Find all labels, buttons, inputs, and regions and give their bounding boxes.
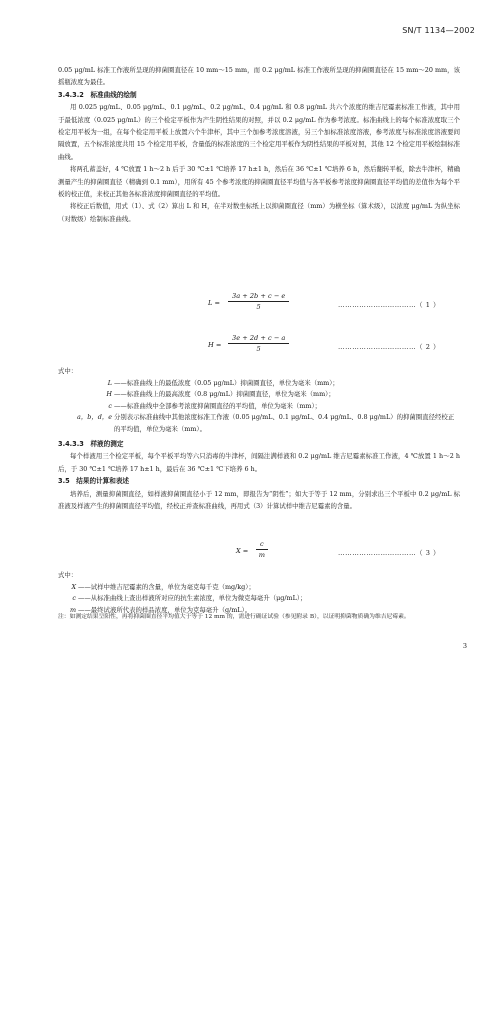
definition-symbol: X bbox=[71, 582, 76, 591]
definition-symbol: L bbox=[107, 378, 112, 387]
formula-3-lhs: X = bbox=[236, 547, 249, 555]
paragraph-sample-assay: 每个样液用三个检定平板，每个平板平均等六只消毒的牛津杯，间隔注满样液和 0.2 μg/mL 维吉尼霉素标准工作液，4 ℃放置 1 h～2 h 后，于 30 ℃±1 ℃培养 17 h±1 h，最后在 36 ℃±1 ℃下培养 6 h。 bbox=[58, 452, 460, 473]
paragraph-incubation: 将两孔蓄盖好，4 ℃放置 1 h～2 h 后于 30 ℃±1 ℃培养 17 h±1 h，然后在 36 ℃±1 ℃培养 6 h，然后翻转平板，除去牛津杯，精确测量产生的抑菌圈直径（精确到 0.1 mm），用所有 45 个参考浓度的抑菌圈直径平均值与各平板参考浓度抑菌圈直径平均值的差值作为每个平板的校正值，来校正其他各标准浓度抑菌圈直径的平均值。 bbox=[58, 165, 460, 199]
section-heading-3-5: 3.5 结果的计算和表述 bbox=[58, 477, 130, 486]
definitions-1 bbox=[58, 366, 460, 436]
paragraph-results: 培养后，测量抑菌圈直径，如样液抑菌圈直径小于 12 mm，即报告为“阴性”；如大于等于 12 mm，分别求出三个平板中 0.2 μg/mL 标准液及样液产生的抑菌圈直径平均值，经校正并查标准曲线，再用式（3）计算试样中维吉尼霉素的含量。 bbox=[58, 489, 460, 511]
definition-row bbox=[58, 389, 460, 401]
definition-text: ——最终试液所代表的样品浓度，单位为克每毫升（g/mL）。 bbox=[78, 605, 252, 614]
definition-symbol: m bbox=[69, 605, 76, 614]
definition-row bbox=[58, 401, 460, 413]
formula-3 bbox=[58, 540, 460, 564]
definition-symbol: c bbox=[108, 401, 112, 410]
formula-2 bbox=[58, 334, 460, 358]
formula-2-tag: ……………………………（ 2 ） bbox=[338, 343, 441, 351]
formula-1-denominator: 5 bbox=[256, 303, 261, 311]
definition-text: ——从标准曲线上查出样液所对应的抗生素浓度，单位为微克每毫升（μg/mL）； bbox=[78, 594, 307, 603]
footnote: 注：如测定结果呈阳性，再将抑菌圈直径平均值大于等于 12 mm 的，需进行确证试验（参见附录 B），以证明抑菌物质确为维吉尼霉素。 bbox=[58, 614, 410, 620]
section-heading-3-4-3-2: 3.4.3.2 标准曲线的绘制 bbox=[58, 90, 137, 99]
paragraph-calc-l-h: 将校正后数值，用式（1）、式（2）算出 L 和 H，在半对数坐标纸上以抑菌圈直径（mm）为横坐标（算术级），以浓度 μg/mL 为纵坐标（对数级）绘制标准曲线。 bbox=[58, 202, 460, 223]
definition-text: 分别表示标准曲线中其他浓度标准工作液（0.05 μg/mL、0.1 μg/mL、0.4 μg/mL、0.8 μg/mL）的抑菌圈直径经校正的平均值，单位为毫米（mm）。 bbox=[114, 413, 455, 433]
page-number: 3 bbox=[462, 642, 467, 650]
paragraph-curve-setup: 用 0.025 μg/mL、0.05 μg/mL、0.1 μg/mL、0.2 μg/mL、0.4 μg/mL 和 0.8 μg/mL 共六个浓度的维吉尼霉素标准工作液，其中用于最低浓度（0.025 μg/mL）的三个检定平板作为产生阴性结果的对照，并以 0.2 μg/mL 作为参考浓度。标准曲线上的每个标准浓度取三个检定用平板为一组，在每个检定用平板上放置六个牛津杯，其中三个加参考浓度溶液，另三个加标准浓度溶液，参考浓度与标准浓度溶液要间隔放置，五个标准浓度共用 15 个检定用平板，含量低的标准浓度的三个检定用平板作为阴性结果的平板对照，其他 12 个检定用平板绘制标准曲线。 bbox=[58, 103, 460, 161]
definition-symbol: c bbox=[72, 594, 76, 603]
definition-text: ——标准曲线中全部参考浓度抑菌圈直径的平均值，单位为毫米（mm）； bbox=[114, 401, 322, 410]
definitions-1-lead: 式中： bbox=[58, 367, 78, 375]
body-block-2 bbox=[58, 438, 460, 512]
definition-text: ——标准曲线上的最低浓度（0.05 μg/mL）抑菌圈直径，单位为毫米（mm）； bbox=[114, 378, 339, 387]
formula-1-tag: ……………………………（ 1 ） bbox=[338, 301, 441, 309]
definition-row bbox=[58, 412, 460, 435]
formula-2-lhs: H = bbox=[208, 341, 222, 349]
formula-1-fraction bbox=[228, 292, 289, 311]
formula-3-fraction bbox=[256, 540, 268, 559]
definition-row bbox=[58, 378, 460, 390]
formula-1 bbox=[58, 292, 460, 316]
definitions-2-lead: 式中： bbox=[58, 571, 78, 579]
body-block-1 bbox=[58, 64, 460, 225]
definition-text: ——标准曲线上的最高浓度（0.8 μg/mL）抑菌圈直径，单位为毫米（mm）； bbox=[114, 390, 335, 399]
standard-number: SN/T 1134—2002 bbox=[402, 26, 475, 35]
definition-row bbox=[58, 593, 460, 605]
formula-3-denominator: m bbox=[258, 551, 265, 559]
definition-text: ——试样中维吉尼霉素的含量，单位为毫克每千克（mg/kg）； bbox=[78, 582, 255, 591]
formula-1-lhs: L = bbox=[208, 299, 220, 307]
formula-3-numerator: c bbox=[256, 540, 268, 550]
formula-3-tag: ……………………………（ 3 ） bbox=[338, 549, 441, 557]
section-heading-3-4-3-3: 3.4.3.3 样液的测定 bbox=[58, 440, 124, 448]
formula-1-numerator: 3a + 2b + c − e bbox=[228, 292, 289, 302]
definition-row bbox=[58, 582, 460, 594]
definition-symbol: a，b，d，e bbox=[77, 413, 112, 422]
paragraph-intro: 0.05 μg/mL 标准工作液所呈现的抑菌圈直径在 10 mm～15 mm，而 0.2 μg/mL 标准工作液所呈现的抑菌圈直径在 15 mm～20 mm，该摇瓶浓度为最佳。 bbox=[58, 66, 460, 87]
formula-2-fraction bbox=[228, 334, 289, 353]
formula-2-numerator: 3e + 2d + c − a bbox=[228, 334, 289, 344]
formula-2-denominator: 5 bbox=[256, 345, 261, 353]
definition-symbol: H bbox=[106, 390, 112, 399]
definitions-2 bbox=[58, 570, 460, 616]
